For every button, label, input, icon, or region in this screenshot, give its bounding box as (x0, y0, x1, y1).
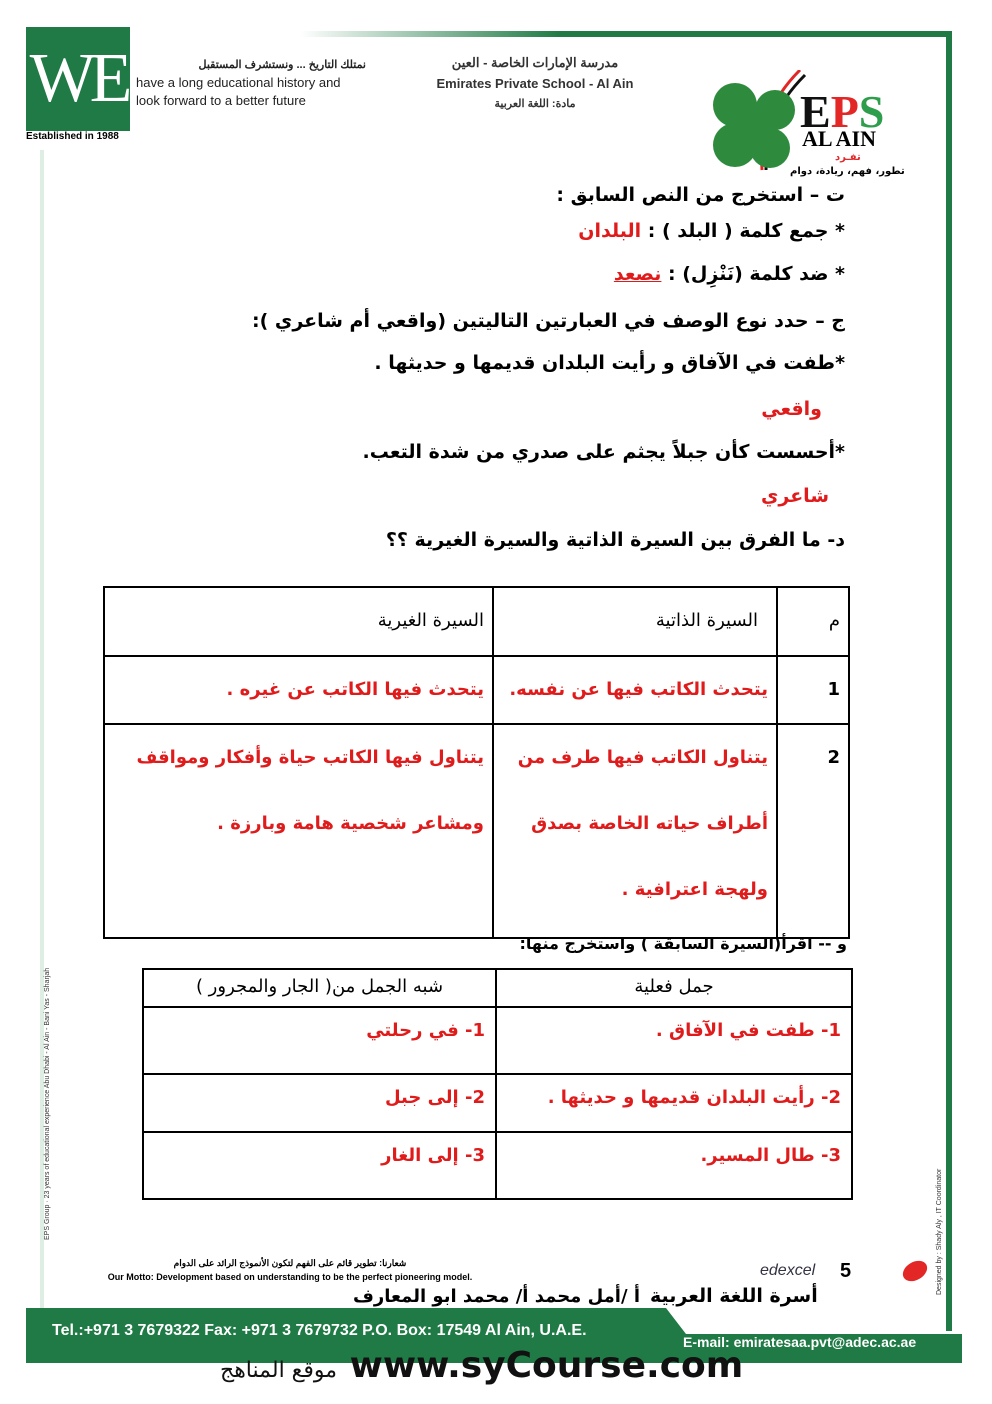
verbal-cell: 2- رأيت البلدان قديمها و حديثها . (496, 1074, 852, 1132)
eps-s: S (858, 86, 885, 137)
clover-logo-icon (700, 70, 810, 180)
question-j: ج – حدد نوع الوصف في العبارتين التاليتين (واقعي أم شاعري ): (252, 310, 845, 332)
question-d: د- ما الفرق بين السيرة الذاتية والسيرة الغيرية ؟؟ (385, 529, 845, 551)
opposite-question (614, 263, 845, 285)
side-right-text: Designed by : Shady Aly , IT Coordinator (936, 1168, 943, 1295)
tagline-en-1: have a long educational history and (136, 75, 341, 90)
page-number: 5 (840, 1260, 852, 1282)
header-num: م (777, 587, 849, 656)
sentences-table (142, 968, 853, 1200)
frame-top (300, 31, 952, 37)
table-row (143, 1132, 852, 1199)
self-cell: يتناول الكاتب فيها طرف من أطراف حياته الخاصة بصدق ولهجة اعترافية . (493, 724, 777, 938)
eps-tag1: تفـرد (835, 152, 861, 163)
tagline-en-2: look forward to a better future (136, 93, 306, 108)
school-en: Emirates Private School - Al Ain (436, 76, 634, 91)
prep-cell: 3- إلى الغار (143, 1132, 496, 1199)
sentence-2: *أحسست كأن جبلاً يجثم على صدري من شدة التعب. (362, 441, 845, 463)
verbal-cell: 1- طفت في الآفاق . (496, 1007, 852, 1074)
contact-tel: Tel.:+971 3 7679322 Fax: +971 3 7679732 P.O. Box: 17549 Al Ain, U.A.E. (52, 1322, 587, 1339)
opposite-prompt: * ضد كلمة (نَنْزِل) : (661, 263, 845, 285)
motto (60, 1256, 520, 1284)
header-verbal: جمل فعلية (496, 969, 852, 1007)
header-prep: شبه الجمل من( الجار والمجرور ) (143, 969, 496, 1007)
other-cell: يتناول فيها الكاتب حياة وأفكار ومواقف ومشاعر شخصية هامة وبارزة . (104, 724, 493, 938)
row-num: 1 (777, 656, 849, 724)
motto-en: Our Motto: Development based on understanding to be the perfect pioneering model. (107, 1272, 473, 1282)
question-t: ت – استخرج من النص السابق : (556, 184, 845, 206)
established-label: Established in 1988 (26, 131, 119, 142)
table-row (104, 656, 849, 724)
partner-logo-icon (900, 1256, 930, 1286)
eps-p: P (830, 86, 859, 137)
side-left-text: EPS Group · 23 years of educational experience Abu Dhabi - Al Ain - Bani Yas - Sharjah (44, 967, 51, 1240)
prep-cell: 2- إلى جبل (143, 1074, 496, 1132)
answer-1: واقعي (761, 398, 822, 420)
plural-question (578, 220, 845, 242)
eps-e: E (800, 86, 831, 137)
frame-right (946, 31, 952, 1331)
tagline (136, 56, 366, 110)
tagline-ar: نمتلك التاريخ ... ونستشرف المستقبل (198, 59, 366, 71)
table-row (143, 1007, 852, 1074)
self-cell: يتحدث الكاتب فيها عن نفسه. (493, 656, 777, 724)
department: أسرة اللغة العربية (650, 1285, 818, 1307)
plural-prompt: * جمع كلمة ( البلد ) : (641, 220, 845, 242)
answer-2: شاعري (760, 485, 829, 507)
header-self: السيرة الذاتية (493, 587, 777, 656)
biography-comparison-table (103, 586, 850, 939)
table-row (143, 1074, 852, 1132)
opposite-answer: نصعد (613, 263, 662, 285)
edexcel-logo: edexcel (760, 1262, 816, 1279)
table-header-row (104, 587, 849, 656)
subject: مادة: اللغة العربية (494, 98, 576, 110)
prep-cell: 1- في رحلتي (143, 1007, 496, 1074)
we-logo: WE (26, 27, 130, 131)
contact-email: E-mail: emiratesaa.pvt@adec.ac.ae (683, 1334, 917, 1350)
plural-answer: البلدان (578, 220, 642, 242)
question-w: و -- اقرأ(السيرة السابقة ) واستخرج منها: (519, 934, 847, 953)
sentence-1: *طفت في الآفاق و رأيت البلدان قديمها و حديثها . (374, 352, 845, 374)
row-num: 2 (777, 724, 849, 938)
table-row (104, 724, 849, 938)
verbal-cell: 3- طال المسير. (496, 1132, 852, 1199)
school-name (410, 52, 660, 115)
watermark-ar: موقع المناهج (220, 1358, 338, 1383)
motto-ar: شعارنا: تطوير قائم على الفهم لتكون الأنموذج الرائد على الدوام (173, 1258, 407, 1268)
teacher-names: أ /أمل محمد أ/ محمد ابو المعارف (352, 1286, 640, 1307)
watermark-url: www.syCourse.com (349, 1345, 744, 1386)
school-ar: مدرسة الإمارات الخاصة - العين (451, 55, 619, 70)
watermark (220, 1345, 743, 1386)
other-cell: يتحدث فيها الكاتب عن غيره . (104, 656, 493, 724)
header-other: السيرة الغيرية (104, 587, 493, 656)
eps-city: AL AIN (802, 126, 876, 151)
table-header-row (143, 969, 852, 1007)
eps-tag2: تطور، فهم، ريادة، دوام (790, 166, 905, 177)
